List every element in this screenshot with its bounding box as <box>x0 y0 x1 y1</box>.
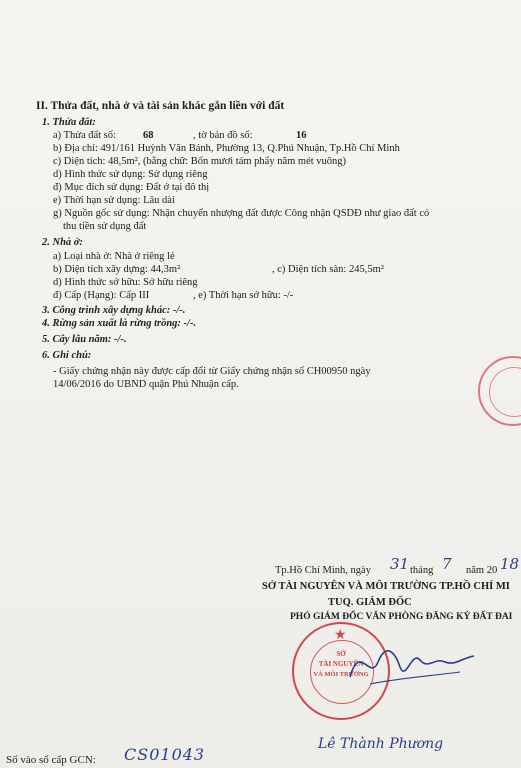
grade-line: đ) Cấp (Hạng): Cấp III <box>53 290 150 301</box>
month-label: tháng <box>410 565 434 576</box>
handwritten-year: 18 <box>500 555 520 573</box>
address-line: b) Địa chỉ: 491/161 Huỳnh Văn Bánh, Phường 13, Q.Phú Nhuận, Tp.Hồ Chí Minh <box>53 143 400 154</box>
tl-director: TUQ. GIÁM ĐỐC <box>328 597 412 608</box>
partial-stamp-right <box>478 356 521 426</box>
handwritten-month: 7 <box>442 555 452 573</box>
year-label: năm 20 <box>466 565 498 576</box>
land-heading: 1. Thửa đất: <box>42 117 96 128</box>
section-title: II. Thửa đất, nhà ở và tài sản khác gắn liền với đất <box>36 100 285 112</box>
authority-name: SỞ TÀI NGUYÊN VÀ MÔI TRƯỜNG TP.HỒ CHÍ MI <box>262 581 510 592</box>
map-sheet-label: , tờ bản đồ số: <box>193 130 253 141</box>
map-sheet-number: 16 <box>296 130 307 141</box>
construction-area: b) Diện tích xây dựng: 44,3m² <box>53 264 181 275</box>
item-5: 5. Cây lâu năm: -/-. <box>42 334 127 345</box>
origin-line-1: g) Nguồn gốc sử dụng: Nhận chuyển nhượng đất được Công nhận QSDĐ như giao đất có <box>53 208 430 219</box>
registry-number: CS01043 <box>124 745 206 764</box>
origin-line-2: thu tiền sử dụng đất <box>63 221 147 232</box>
note-line-2: 14/06/2016 do UBND quận Phú Nhuận cấp. <box>53 379 239 390</box>
area-line: c) Diện tích: 48,5m², (bằng chữ: Bốn mươi tám phẩy năm mét vuông) <box>53 156 347 167</box>
signature-scribble <box>340 632 480 692</box>
use-purpose-line: đ) Mục đích sử dụng: Đất ở tại đô thị <box>53 182 210 193</box>
registry-label: Số vào sổ cấp GCN: <box>6 754 96 766</box>
signer-name: Lê Thành Phương <box>318 736 444 752</box>
item-6: 6. Ghi chú: <box>42 350 92 361</box>
use-form-line: d) Hình thức sử dụng: Sử dụng riêng <box>53 169 208 180</box>
parcel-number: 68 <box>143 130 154 141</box>
parcel-label: a) Thửa đất số: <box>53 130 116 141</box>
handwritten-day: 31 <box>390 555 410 573</box>
item-4: 4. Rừng sản xuất là rừng trồng: -/-. <box>42 318 197 329</box>
floor-area: , c) Diện tích sàn: 245,5m² <box>272 264 384 275</box>
ownership-line: d) Hình thức sở hữu: Sở hữu riêng <box>53 277 198 288</box>
item-3: 3. Công trình xây dựng khác: -/-. <box>42 305 186 316</box>
note-line-1: - Giấy chứng nhận này được cấp đổi từ Giấy chứng nhận số CH00950 ngày <box>53 366 371 377</box>
deputy-director-title: PHÓ GIÁM ĐỐC VĂN PHÒNG ĐĂNG KÝ ĐẤT ĐAI <box>290 612 513 622</box>
seal-center-1: SỞ <box>336 650 346 658</box>
place-date-prefix: Tp.Hồ Chí Minh, ngày <box>275 565 371 576</box>
seal-center-3: VÀ MÔI TRƯỜNG <box>313 671 369 678</box>
ownership-term: , e) Thời hạn sở hữu: -/- <box>193 290 294 301</box>
red-seal: ★ SỞ TÀI NGUYÊN VÀ MÔI TRƯỜNG <box>292 622 390 720</box>
use-term-line: e) Thời hạn sử dụng: Lâu dài <box>53 195 175 206</box>
house-heading: 2. Nhà ở: <box>42 237 83 248</box>
house-type-line: a) Loại nhà ở: Nhà ở riêng lẻ <box>53 251 175 262</box>
seal-center-2: TÀI NGUYÊN <box>318 660 364 668</box>
